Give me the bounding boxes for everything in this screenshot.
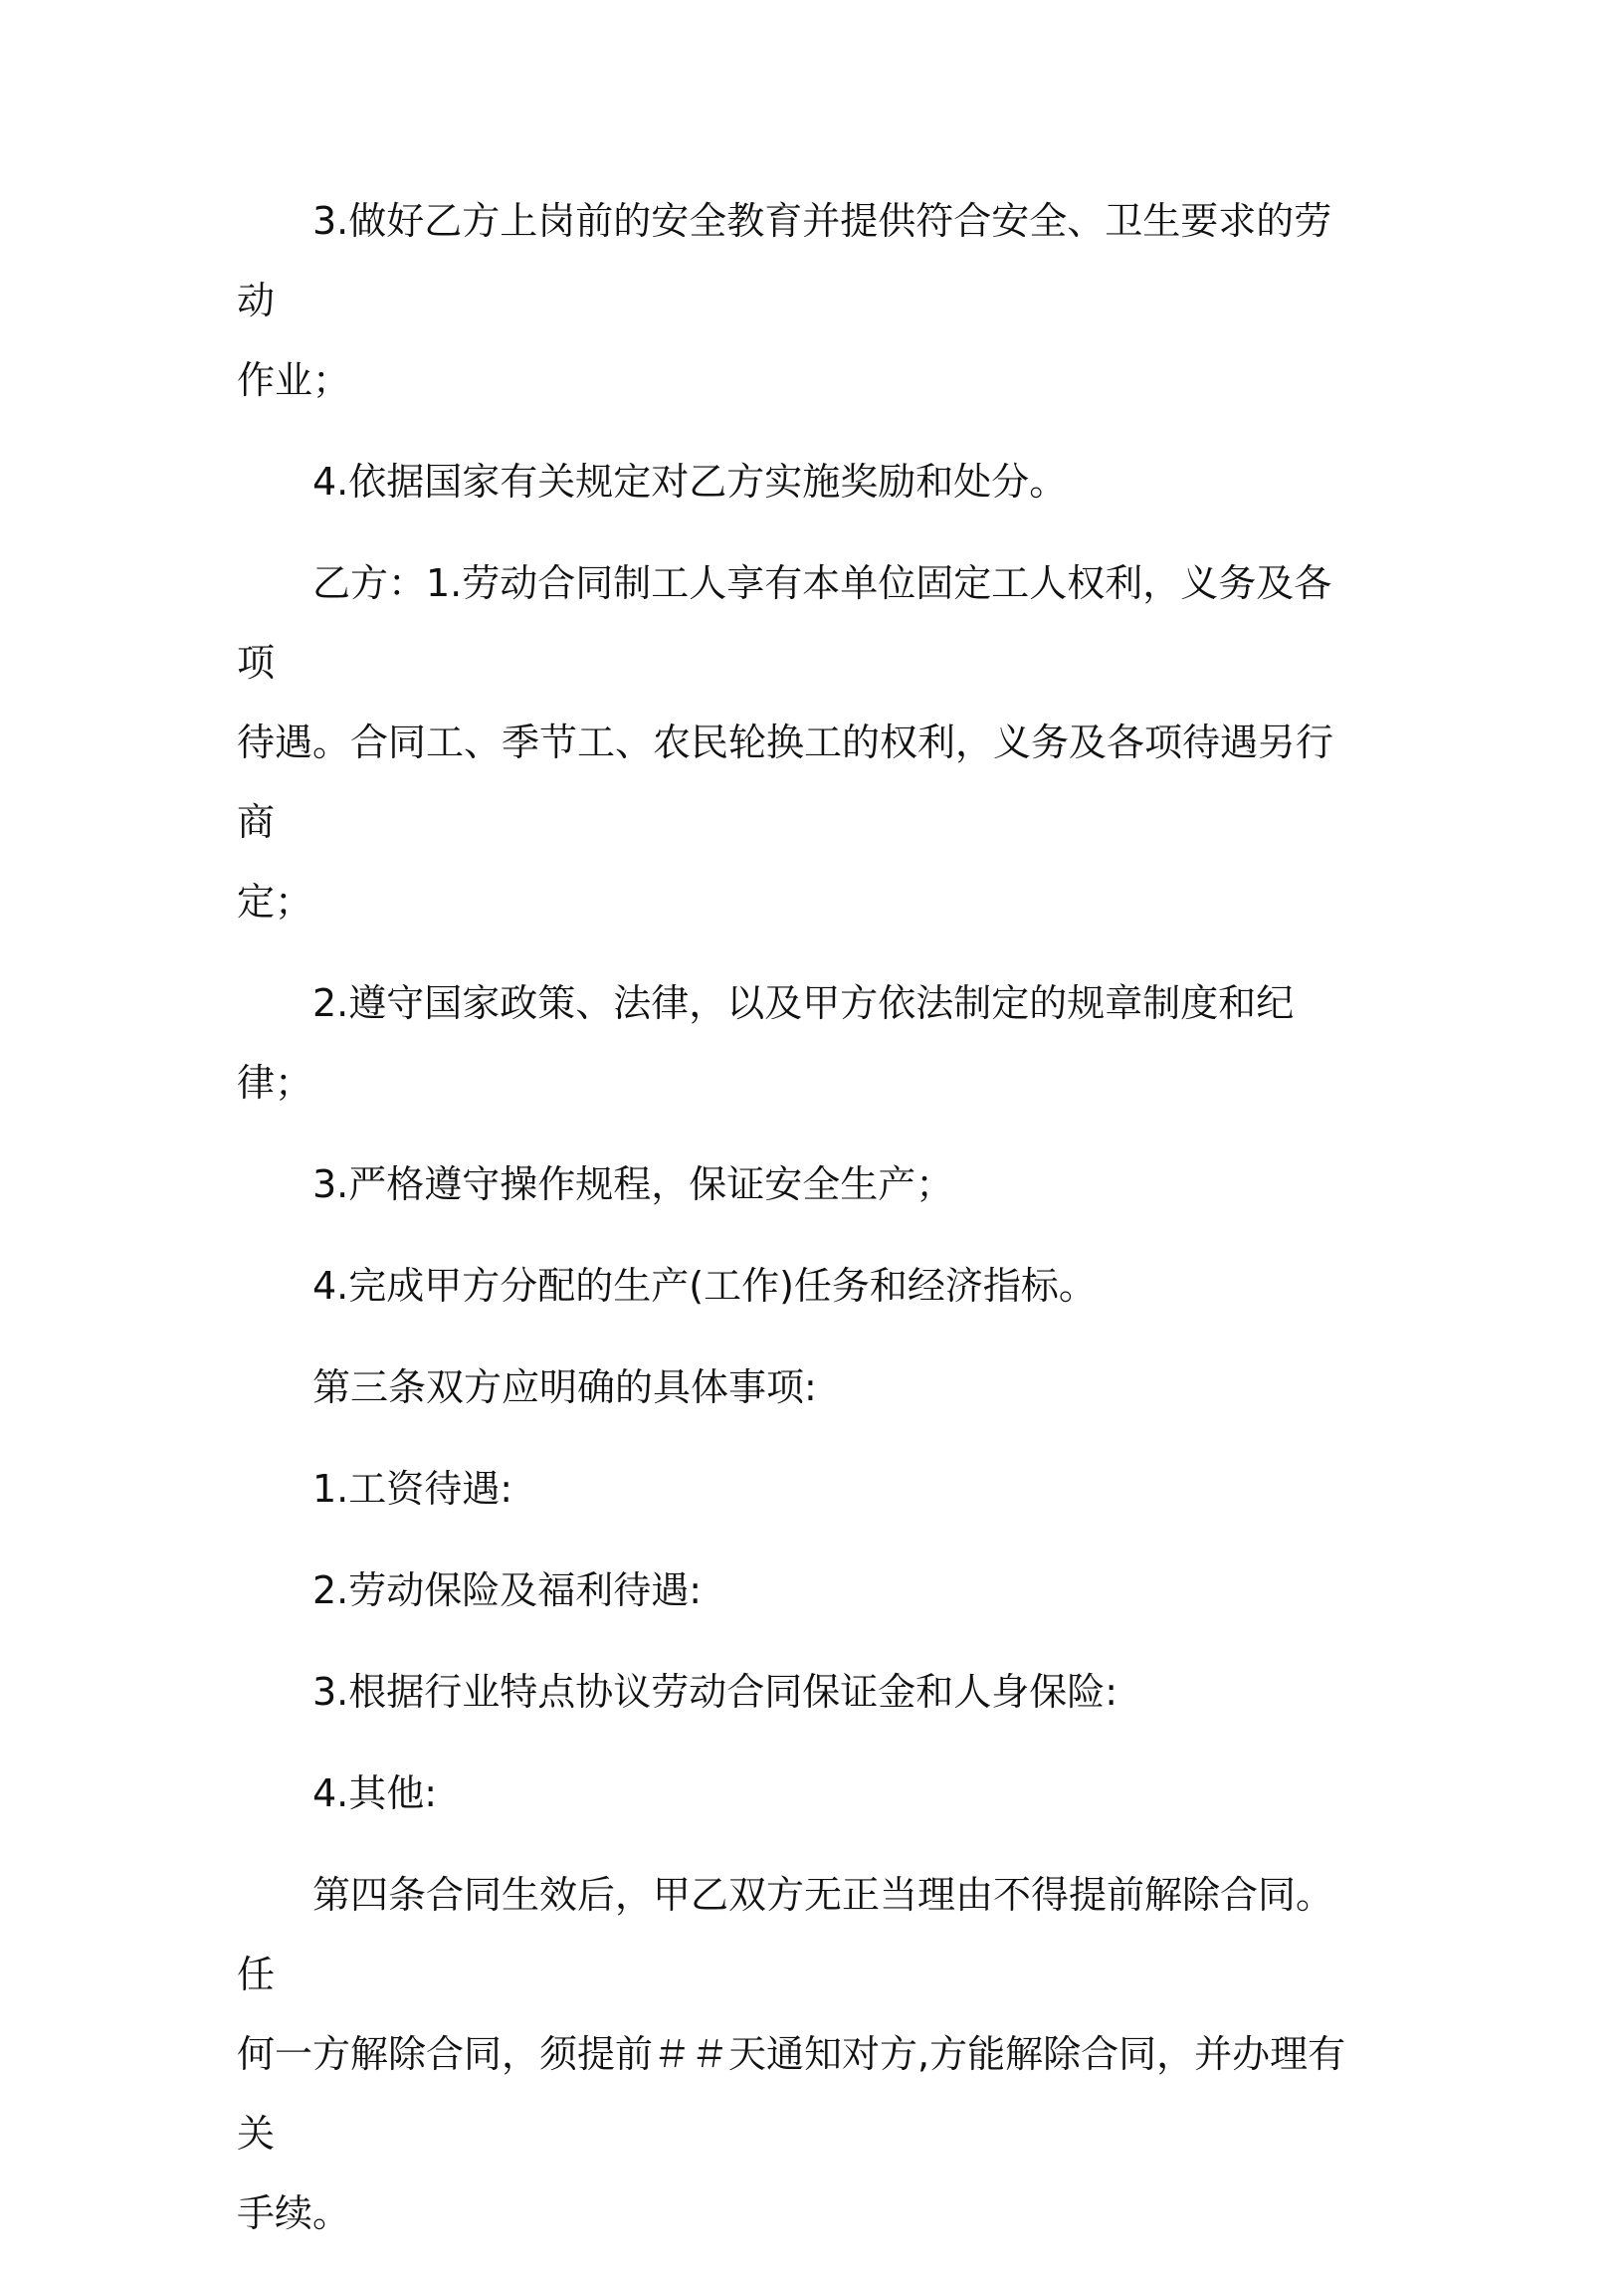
paragraph-party-b-item-4 bbox=[237, 1246, 1361, 1326]
paragraph-line: 定； bbox=[237, 880, 313, 924]
paragraph-line: 第三条双方应明确的具体事项: bbox=[312, 1365, 817, 1409]
article-three-item-3 bbox=[237, 1652, 1361, 1732]
paragraph-line: 作业； bbox=[237, 358, 351, 402]
paragraph-line: 3.严格遵守操作规程，保证安全生产； bbox=[312, 1162, 954, 1206]
paragraph-line: 4.其他: bbox=[312, 1771, 438, 1815]
article-three-item-4 bbox=[237, 1754, 1361, 1833]
paragraph-line: 4.完成甲方分配的生产(工作)任务和经济指标。 bbox=[312, 1264, 1097, 1308]
paragraph-party-b-item-1 bbox=[237, 543, 1361, 941]
paragraph-line: 手续。 bbox=[237, 2191, 351, 2235]
paragraph-party-b-item-2 bbox=[237, 963, 1361, 1123]
paragraph-line: 3.根据行业特点协议劳动合同保证金和人身保险: bbox=[312, 1670, 1118, 1714]
paragraph-line: 4.依据国家有关规定对乙方实施奖励和处分。 bbox=[312, 460, 1068, 504]
paragraph-party-a-item-4 bbox=[237, 442, 1361, 521]
article-three-item-2 bbox=[237, 1551, 1361, 1630]
paragraph-line: 3.做好乙方上岗前的安全教育并提供符合安全、卫生要求的劳动 bbox=[237, 199, 1332, 322]
document-body bbox=[237, 181, 1361, 2275]
paragraph-line: 待遇。合同工、季节工、农民轮换工的权利，义务及各项待遇另行商 bbox=[237, 721, 1334, 844]
article-four-paragraph bbox=[237, 1855, 1361, 2253]
paragraph-line: 第四条合同生效后，甲乙双方无正当理由不得提前解除合同。任 bbox=[237, 1873, 1334, 1996]
paragraph-line: 2.劳动保险及福利待遇: bbox=[312, 1568, 703, 1612]
paragraph-party-b-item-3 bbox=[237, 1144, 1361, 1224]
paragraph-line: 2.遵守国家政策、法律，以及甲方依法制定的规章制度和纪律； bbox=[237, 981, 1295, 1105]
paragraph-line: 乙方：1.劳动合同制工人享有本单位固定工人权利，义务及各项 bbox=[237, 561, 1332, 685]
paragraph-line: 1.工资待遇: bbox=[312, 1467, 513, 1511]
paragraph-line: 何一方解除合同，须提前＃＃天通知对方,方能解除合同，并办理有关 bbox=[237, 2032, 1346, 2156]
article-three-item-1 bbox=[237, 1449, 1361, 1529]
paragraph-party-a-item-3 bbox=[237, 181, 1361, 420]
article-three-heading bbox=[237, 1347, 1361, 1427]
